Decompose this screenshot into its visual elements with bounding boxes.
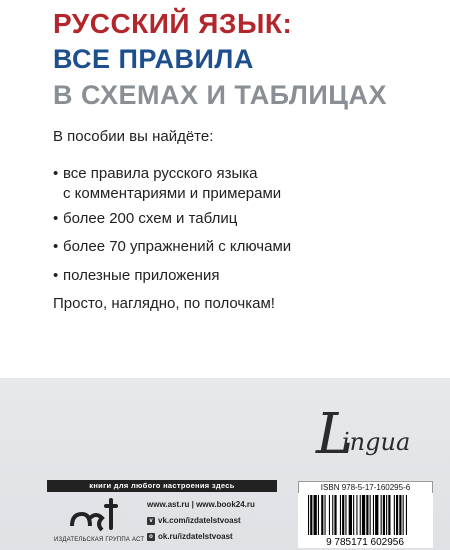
barcode-bar xyxy=(349,495,352,535)
barcode-bar xyxy=(375,495,378,535)
vk-link[interactable]: vk.com/izdatelstvoast xyxy=(158,516,241,525)
vk-icon: v xyxy=(147,517,155,525)
bullet-text: все правила русского языка xyxy=(63,165,258,182)
barcode-bar xyxy=(406,495,407,535)
barcode-bar xyxy=(370,495,371,535)
title-line-3: В СХЕМАХ И ТАБЛИЦАХ xyxy=(53,80,388,110)
barcode-bar xyxy=(329,495,330,535)
ast-logo xyxy=(66,496,122,532)
bullet-text: более 200 схем и таблиц xyxy=(63,210,238,227)
barcode-bar xyxy=(360,495,361,535)
barcode-bar xyxy=(399,495,401,535)
barcode-bar xyxy=(342,495,344,535)
title-line-2: ВСЕ ПРАВИЛА xyxy=(53,44,254,74)
barcode-bar xyxy=(318,495,319,535)
bullet-dot-icon: • xyxy=(53,165,59,182)
barcode-bars xyxy=(298,493,433,548)
barcode-bar xyxy=(325,495,326,535)
intro-text: В пособии вы найдёте: xyxy=(53,128,214,145)
barcode-bar xyxy=(310,495,312,535)
bullet-item xyxy=(53,266,219,286)
barcode-bar xyxy=(308,495,309,535)
cover-bottom-band xyxy=(0,378,450,550)
barcode-bar xyxy=(394,495,395,535)
barcode-bar xyxy=(356,495,357,535)
barcode-bar xyxy=(396,495,398,535)
barcode-bar xyxy=(388,495,390,535)
bullet-text: полезные приложения xyxy=(63,267,220,284)
website-links[interactable]: www.ast.ru | www.book24.ru xyxy=(147,500,255,509)
barcode-bar xyxy=(403,495,404,535)
ok-icon: o xyxy=(147,533,155,541)
barcode-bar xyxy=(383,495,385,535)
barcode-bar xyxy=(321,495,323,535)
barcode-bar xyxy=(373,495,374,535)
lingua-logo-rest: ingua xyxy=(342,428,411,456)
barcode-bar xyxy=(334,495,336,535)
isbn-label: ISBN 978-5-17-160295-6 xyxy=(298,481,433,494)
barcode-bar xyxy=(345,495,346,535)
barcode-digits: 9 785171 602956 xyxy=(326,537,404,548)
tagline-bar: книги для любого настроения здесь xyxy=(47,480,277,492)
bullet-item xyxy=(53,209,237,229)
barcode-bar xyxy=(381,495,382,535)
lingua-logo xyxy=(316,402,436,468)
barcode-bar xyxy=(386,495,387,535)
bullet-item xyxy=(53,237,291,257)
barcode-bar xyxy=(362,495,365,535)
bullet-text: с комментариями и примерами xyxy=(63,185,282,202)
ok-link[interactable]: ok.ru/izdatelstvoast xyxy=(158,532,233,541)
title-line-1: РУССКИЙ ЯЗЫК: xyxy=(53,8,293,39)
closing-text: Просто, наглядно, по полочкам! xyxy=(53,295,275,312)
bullet-dot-icon: • xyxy=(53,238,59,255)
lingua-logo-initial: L xyxy=(316,402,354,467)
barcode-bar xyxy=(353,495,354,535)
bullet-text: более 70 упражнений с ключами xyxy=(63,238,292,255)
barcode-bar xyxy=(366,495,368,535)
bullet-dot-icon: • xyxy=(53,267,59,284)
barcode-bar xyxy=(340,495,341,535)
bullet-item xyxy=(53,164,281,204)
publisher-name: ИЗДАТЕЛЬСКАЯ ГРУППА АСТ xyxy=(54,537,145,543)
barcode-bar xyxy=(332,495,333,535)
barcode xyxy=(298,493,433,548)
bullet-dot-icon: • xyxy=(53,210,59,227)
contact-links xyxy=(147,499,255,547)
barcode-bar xyxy=(314,495,317,535)
